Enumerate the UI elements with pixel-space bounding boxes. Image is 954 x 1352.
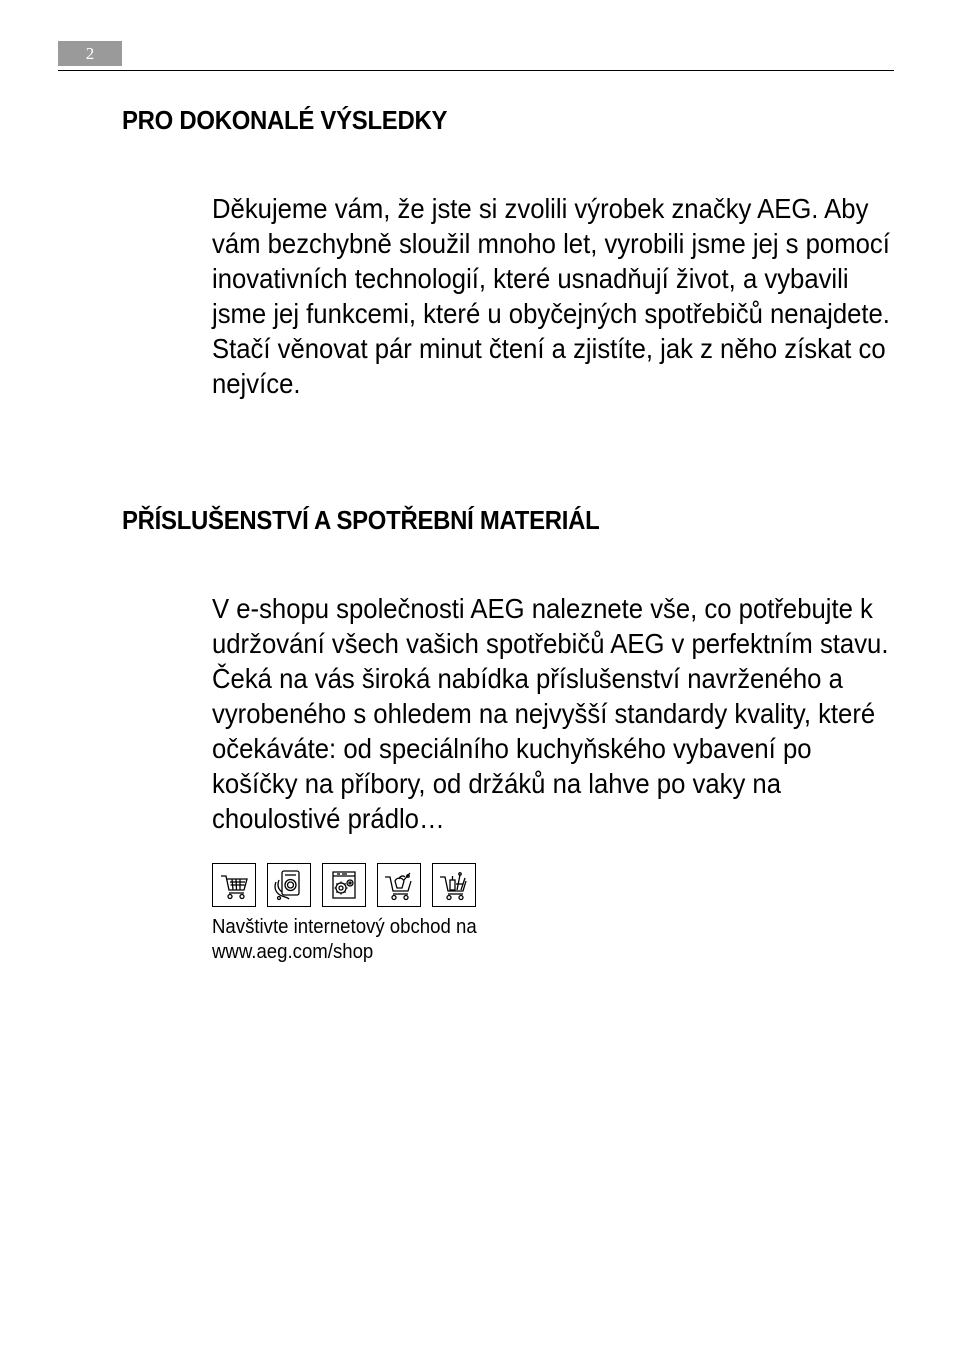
section-paragraph-accessories: V e-shopu společnosti AEG naleznete vše, co potřebujte k udržování všech vašich spotřebičů AEG v perfektním stavu. Čeká na vás široká nabídka příslušenství navrženého a vyrobeného s ohledem na nejvyšší standardy kvality, které očekáváte: od speciálního kuchyňského vybavení po košíčky na příbory, od držáků na lahve po vaky na choulostivé prádlo…: [212, 593, 889, 834]
washing-machine-icon: [267, 863, 311, 907]
shop-url-link[interactable]: www.aeg.com/shop: [212, 941, 374, 963]
cart-cleaning-icon: [432, 863, 476, 907]
shop-icon-row: [212, 863, 476, 907]
cart-kitchenware-icon: [377, 863, 421, 907]
section-paragraph-results: Děkujeme vám, že jste si zvolili výrobek značky AEG. Aby vám bezchybně sloužil mnoho let, vyrobili jsme jej s pomocí inovativních technologií, které usnadňují život, a vybavili jsme jej funkcemi, které u obyčejných spotřebičů nenajdete. Stačí věnovat pár minut čtení a zjistíte, jak z něho získat co nejvíce.: [212, 193, 890, 399]
section-heading-results: PRO DOKONALÉ VÝSLEDKY: [122, 105, 448, 135]
section-heading-accessories: PŘÍSLUŠENSTVÍ A SPOTŘEBNÍ MATERIÁL: [122, 505, 600, 535]
dishwasher-gear-icon: [322, 863, 366, 907]
header-divider: [58, 70, 894, 71]
shop-visit-text: Navštivte internetový obchod na: [212, 916, 477, 938]
page-number: 2: [58, 41, 122, 66]
shopping-cart-icon: [212, 863, 256, 907]
